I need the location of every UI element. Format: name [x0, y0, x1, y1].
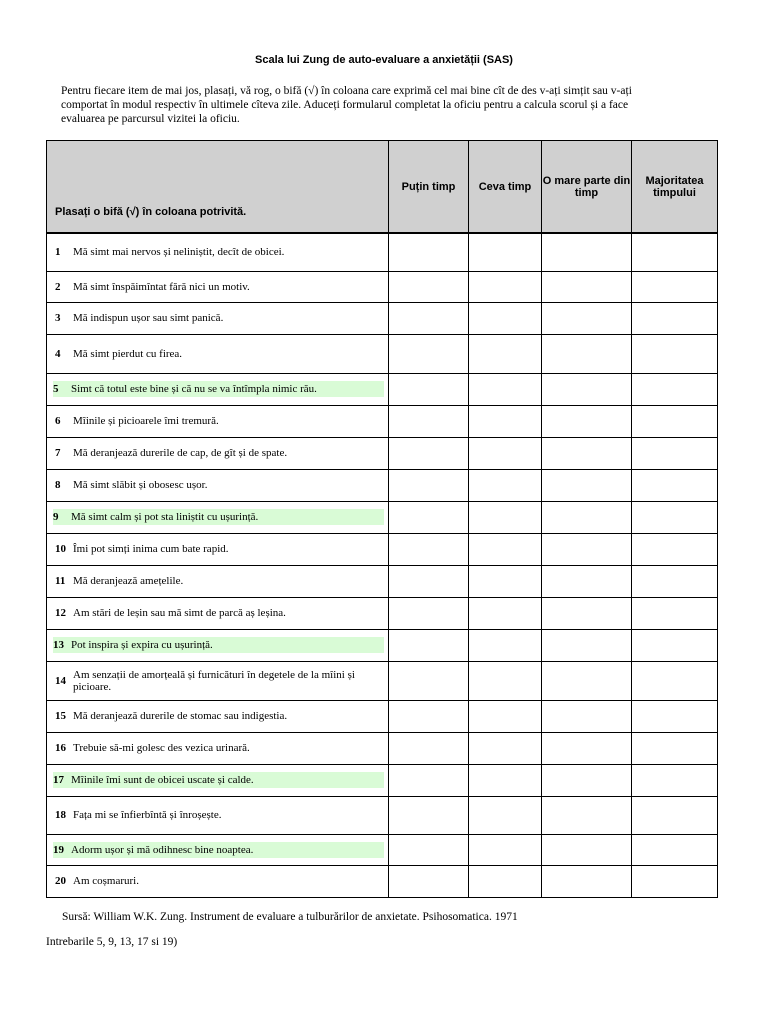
question [55, 246, 384, 258]
answer-cell[interactable] [469, 334, 542, 373]
question-text: Mă indispun ușor sau simt panică. [73, 312, 224, 324]
answer-cell[interactable] [469, 233, 542, 271]
question-cell [47, 373, 389, 405]
question-number: 5 [53, 383, 59, 395]
question-number: 17 [53, 774, 64, 786]
answer-cell[interactable] [389, 629, 469, 661]
question-text: Mîinile și picioarele îmi tremură. [73, 415, 219, 427]
answer-cell[interactable] [469, 764, 542, 796]
question-number: 7 [55, 447, 61, 459]
answer-cell[interactable] [542, 834, 632, 865]
question-cell [47, 764, 389, 796]
answer-cell[interactable] [469, 796, 542, 834]
answer-cell[interactable] [542, 405, 632, 437]
question [55, 809, 384, 821]
answer-cell[interactable] [469, 565, 542, 597]
answer-cell[interactable] [632, 405, 718, 437]
answer-cell[interactable] [469, 661, 542, 700]
question-cell [47, 469, 389, 501]
question-number: 16 [55, 742, 66, 754]
question-text: Fața mi se înfierbîntă și înroșește. [73, 809, 222, 821]
answer-cell[interactable] [632, 661, 718, 700]
answer-cell[interactable] [389, 700, 469, 732]
answer-cell[interactable] [632, 233, 718, 271]
question [55, 447, 384, 459]
source-citation: Sursă: William W.K. Zung. Instrument de evaluare a tulburărilor de anxietate. Psihosomatica. 1971 [62, 911, 518, 923]
question [55, 348, 384, 360]
question [55, 281, 384, 293]
table-row [47, 565, 718, 597]
answer-cell[interactable] [542, 501, 632, 533]
question-text: Mă simt calm și pot sta liniștit cu ușurință. [71, 511, 259, 523]
table-row [47, 764, 718, 796]
highlighted-question [53, 381, 384, 397]
question [55, 607, 384, 619]
table-row [47, 700, 718, 732]
answer-cell[interactable] [389, 533, 469, 565]
question-number: 4 [55, 347, 61, 360]
highlighted-question [53, 772, 384, 788]
question-text: Am senzații de amorțeală și furnicături în degetele de la mîini și picioare. [73, 668, 355, 693]
answer-cell[interactable] [632, 834, 718, 865]
question-number: 20 [55, 875, 66, 887]
question-cell [47, 865, 389, 897]
question-text: Mă simt înspăimîntat fără nici un motiv. [73, 280, 250, 293]
answer-cell[interactable] [632, 732, 718, 764]
answer-cell[interactable] [542, 597, 632, 629]
answer-cell[interactable] [542, 469, 632, 501]
highlighted-question [53, 509, 384, 525]
answer-cell[interactable] [632, 533, 718, 565]
answer-cell[interactable] [632, 334, 718, 373]
answer-cell[interactable] [632, 796, 718, 834]
question [55, 669, 384, 693]
answer-cell[interactable] [389, 405, 469, 437]
answer-cell[interactable] [389, 565, 469, 597]
column-header-majoritatea: Majoritatea timpului [632, 141, 718, 234]
question [55, 875, 384, 887]
answer-cell[interactable] [542, 334, 632, 373]
answer-cell[interactable] [469, 469, 542, 501]
answer-cell[interactable] [542, 629, 632, 661]
answer-cell[interactable] [389, 732, 469, 764]
table-row [47, 533, 718, 565]
table-row [47, 271, 718, 302]
question-text: Mă simt pierdut cu firea. [73, 347, 183, 360]
answer-cell[interactable] [469, 732, 542, 764]
question-text: Mă deranjează amețelile. [73, 575, 184, 587]
table-header-row [47, 141, 718, 234]
question-cell [47, 661, 389, 700]
instructions-paragraph: Pentru fiecare item de mai jos, plasați, vă rog, o bifă (√) în coloana care exprimă cel mai bine cît de des v-ați simțit sau v-ați comportat în modul respectiv în ultimele cîteva zile. Aduceți formularul completat la oficiu pentru a calcula scorul și a face evaluarea pe parcursul vizitei la oficiu. [61, 85, 632, 125]
answer-cell[interactable] [632, 437, 718, 469]
question-cell [47, 533, 389, 565]
answer-cell[interactable] [469, 865, 542, 897]
answer-cell[interactable] [542, 533, 632, 565]
answer-cell[interactable] [469, 629, 542, 661]
question-number: 19 [53, 843, 64, 856]
table-row [47, 796, 718, 834]
question-number: 14 [55, 674, 66, 687]
table-row [47, 302, 718, 334]
question-cell [47, 796, 389, 834]
answer-cell[interactable] [389, 796, 469, 834]
header-instruction: Plasați o bifă (√) în coloana potrivită. [47, 141, 389, 234]
question-text: Simt că totul este bine și că nu se va întîmpla nimic rău. [71, 383, 317, 395]
question-number: 18 [55, 809, 66, 821]
table-row [47, 629, 718, 661]
answer-cell[interactable] [469, 501, 542, 533]
answer-cell[interactable] [469, 834, 542, 865]
question-cell [47, 437, 389, 469]
answer-cell[interactable] [469, 437, 542, 469]
question-text: Adorm ușor și mă odihnesc bine noaptea. [71, 843, 254, 856]
answer-cell[interactable] [542, 271, 632, 302]
question-number: 15 [55, 710, 66, 722]
table-body [47, 233, 718, 897]
question-cell [47, 501, 389, 533]
answer-cell[interactable] [632, 501, 718, 533]
column-header-o-mare-parte: O mare parte din timp [542, 141, 632, 234]
answer-cell[interactable] [632, 764, 718, 796]
answer-cell[interactable] [542, 796, 632, 834]
answer-cell[interactable] [542, 764, 632, 796]
answer-cell[interactable] [542, 302, 632, 334]
answer-cell[interactable] [542, 700, 632, 732]
question-cell [47, 597, 389, 629]
question-cell [47, 271, 389, 302]
highlighted-question [53, 842, 384, 858]
answer-cell[interactable] [389, 233, 469, 271]
question-text: Am stări de leșin sau mă simt de parcă aș leșina. [73, 607, 286, 619]
answer-cell[interactable] [542, 865, 632, 897]
table-row [47, 437, 718, 469]
answer-cell[interactable] [632, 302, 718, 334]
question [55, 575, 384, 587]
answer-cell[interactable] [542, 565, 632, 597]
answer-cell[interactable] [389, 373, 469, 405]
answer-cell[interactable] [389, 501, 469, 533]
table-row [47, 732, 718, 764]
table-row [47, 865, 718, 897]
question-cell [47, 565, 389, 597]
table-row [47, 233, 718, 271]
table-row [47, 834, 718, 865]
answer-cell[interactable] [469, 405, 542, 437]
question-text: Am coșmaruri. [73, 875, 139, 887]
table-row [47, 405, 718, 437]
question [55, 543, 384, 555]
answer-cell[interactable] [542, 661, 632, 700]
question-number: 12 [55, 607, 66, 619]
answer-cell[interactable] [469, 700, 542, 732]
answer-cell[interactable] [632, 865, 718, 897]
answer-cell[interactable] [542, 732, 632, 764]
answer-cell[interactable] [389, 661, 469, 700]
question-cell [47, 405, 389, 437]
answer-cell[interactable] [542, 373, 632, 405]
table-row [47, 373, 718, 405]
question-text: Mă simt mai nervos și neliniștit, decît de obicei. [73, 246, 285, 259]
answer-cell[interactable] [632, 565, 718, 597]
question-cell [47, 334, 389, 373]
answer-cell[interactable] [469, 373, 542, 405]
highlighted-question [53, 637, 384, 653]
question-text: Mă simt slăbit și obosesc ușor. [73, 479, 208, 491]
answer-cell[interactable] [632, 373, 718, 405]
question [55, 742, 384, 754]
table-row [47, 597, 718, 629]
answer-cell[interactable] [389, 469, 469, 501]
question-number: 9 [53, 511, 59, 523]
answer-cell[interactable] [389, 334, 469, 373]
table-row [47, 661, 718, 700]
question-text: Trebuie să-mi golesc des vezica urinară. [73, 742, 250, 754]
answer-cell[interactable] [632, 597, 718, 629]
question [55, 415, 384, 427]
question-cell [47, 629, 389, 661]
question [55, 479, 384, 491]
answer-cell[interactable] [389, 597, 469, 629]
question-number: 2 [55, 280, 61, 293]
column-header-putin-timp: Puțin timp [389, 141, 469, 234]
answer-cell[interactable] [469, 597, 542, 629]
question-text: Mă deranjează durerile de cap, de gît și de spate. [73, 447, 288, 459]
page-title: Scala lui Zung de auto-evaluare a anxietății (SAS) [255, 54, 513, 66]
question-text: Pot inspira și expira cu ușurință. [71, 639, 213, 651]
question-cell [47, 302, 389, 334]
question-number: 10 [55, 543, 66, 555]
answer-cell[interactable] [632, 271, 718, 302]
question-cell [47, 834, 389, 865]
answer-cell[interactable] [469, 302, 542, 334]
answer-cell[interactable] [632, 629, 718, 661]
questionnaire-table [46, 140, 718, 898]
answer-cell[interactable] [389, 271, 469, 302]
question [55, 710, 384, 722]
answer-cell[interactable] [542, 437, 632, 469]
question [55, 312, 384, 324]
question-text: Îmi pot simți inima cum bate rapid. [73, 543, 229, 555]
question-cell [47, 233, 389, 271]
footnote: Intrebarile 5, 9, 13, 17 si 19) [46, 936, 178, 948]
question-number: 11 [55, 575, 66, 587]
question-number: 8 [55, 479, 61, 491]
answer-cell[interactable] [389, 437, 469, 469]
table-row [47, 501, 718, 533]
answer-cell[interactable] [389, 302, 469, 334]
question-text: Mîinile îmi sunt de obicei uscate și calde. [71, 774, 254, 786]
question-text: Mă deranjează durerile de stomac sau indigestia. [73, 710, 288, 722]
answer-cell[interactable] [632, 469, 718, 501]
table-row [47, 469, 718, 501]
question-number: 6 [55, 415, 61, 427]
answer-cell[interactable] [469, 533, 542, 565]
answer-cell[interactable] [542, 233, 632, 271]
answer-cell[interactable] [389, 834, 469, 865]
answer-cell[interactable] [469, 271, 542, 302]
question-number: 1 [55, 246, 61, 259]
question-number: 13 [53, 639, 64, 651]
table-row [47, 334, 718, 373]
answer-cell[interactable] [632, 700, 718, 732]
question-cell [47, 732, 389, 764]
answer-cell[interactable] [389, 865, 469, 897]
answer-cell[interactable] [389, 764, 469, 796]
column-header-ceva-timp: Ceva timp [469, 141, 542, 234]
question-cell [47, 700, 389, 732]
question-number: 3 [55, 312, 61, 324]
